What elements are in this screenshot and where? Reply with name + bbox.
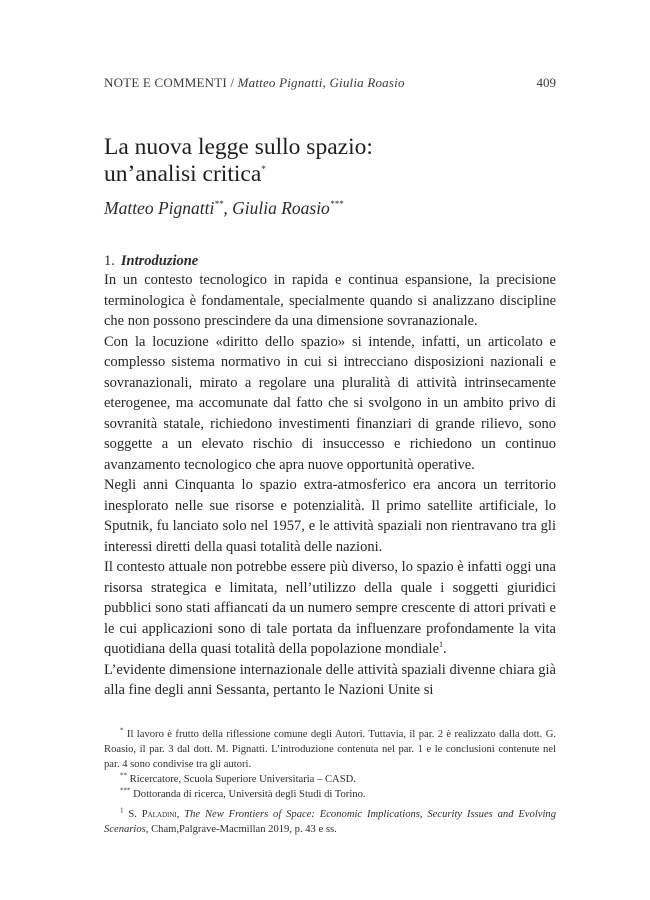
author-name: Matteo Pignatti xyxy=(104,198,215,218)
body-text xyxy=(104,270,556,701)
paragraph xyxy=(104,557,556,660)
author-footnote-mark[interactable]: ** xyxy=(214,199,224,210)
article-title xyxy=(104,134,556,188)
footnote-separator: , xyxy=(176,809,185,820)
footnote-text: Ricercatore, Scuola Superiore Universitaria – CASD. xyxy=(129,774,356,785)
running-head-left xyxy=(104,75,405,91)
paragraph-end: . xyxy=(443,641,447,657)
footnote xyxy=(104,727,556,772)
author-footnote-mark[interactable]: *** xyxy=(329,199,344,210)
footnote xyxy=(104,807,556,837)
article-title-line1: La nuova legge sullo spazio: xyxy=(104,134,373,160)
paragraph: Con la locuzione «diritto dello spazio» si intende, infatti, un articolato e complesso sistema normativo in cui si intrecciano disposizioni nazionali e sovranazionali, mirato a regolare una pluralità di attività intrinsecamente eterogenee, ma accomunate dal fatto che si svolgono in un ambito privo di sovranità statale, richiedono investimenti finanziari di grande rilievo, sono soggette a un elevato rischio di insuccesso e richiedono un continuo avanzamento tecnologico che apra nuove opportunità operative. xyxy=(104,333,556,473)
article-title-line2: un’analisi critica xyxy=(104,161,262,187)
section-heading xyxy=(104,251,556,271)
running-head xyxy=(104,75,556,93)
footnote xyxy=(104,772,556,787)
footnote-mark: 1 xyxy=(120,806,124,815)
footnote-author: S. Paladini xyxy=(128,809,177,820)
section-number: 1. xyxy=(104,253,115,269)
section-title: Introduzione xyxy=(120,253,199,269)
footnotes xyxy=(104,727,556,837)
paragraph: L’evidente dimensione internazionale delle attività spaziali divenne chiara già alla fine degli anni Sessanta, pertanto le Nazioni Unite si xyxy=(104,661,556,698)
paragraph: In un contesto tecnologico in rapida e continua espansione, la precisione terminologica è fondamentale, specialmente quando si analizzano discipline che non possono prescindere da una dimensione sovranazionale. xyxy=(104,272,556,329)
footnote-text: Dottoranda di ricerca, Università degli Studi di Torino. xyxy=(133,789,366,800)
footnote-mark: * xyxy=(120,726,124,735)
running-head-authors: Matteo Pignatti, Giulia Roasio xyxy=(237,75,405,90)
footnote-book-title: The New Frontiers of Space: Economic Implications, Security Issues and Evolving Scenarios xyxy=(104,809,556,835)
footnote-mark: *** xyxy=(120,786,131,795)
paragraph-text: Il contesto attuale non potrebbe essere più diverso, lo spazio è infatti oggi una risorsa strategica e limitata, nell’utilizzo della quale i soggetti giuridici pubblici sono stati affiancati da un numero sempre crescente di attori privati e le cui applicazioni sono di tale portata da influenzare profondamente la vita quotidiana della quasi totalità della popolazione mondiale xyxy=(104,559,556,657)
author-separator: , xyxy=(223,198,233,218)
paragraph: Negli anni Cinquanta lo spazio extra-atmosferico era ancora un territorio inesplorato nelle sue risorse e potenzialità. Il primo satellite artificiale, lo Sputnik, fu lanciato solo nel 1957, e le attività spaziali non rientravano tra gli interessi diretti della quasi totalità delle nazioni. xyxy=(104,477,556,555)
article-authors xyxy=(104,198,556,219)
author-name: Giulia Roasio xyxy=(232,198,330,218)
footnote-text: Il lavoro è frutto della riflessione comune degli Autori. Tuttavia, il par. 2 è realizzato dalla dott. G. Roasio, il par. 3 dal dott. M. Pignatti. L’introduzione contenuta nel par. 1 e le conclusioni contenute nel par. 4 sono condivise tra gli autori. xyxy=(104,729,556,770)
running-head-section: NOTE E COMMENTI / xyxy=(104,75,235,90)
title-footnote-mark[interactable]: * xyxy=(261,164,266,175)
footnote xyxy=(104,787,556,802)
footnote-reference[interactable]: 1 xyxy=(439,640,444,650)
footnote-mark: ** xyxy=(120,771,127,780)
footnote-citation: , Cham,Palgrave-Macmillan 2019, p. 43 e ss. xyxy=(145,824,337,835)
page-number: 409 xyxy=(536,75,556,90)
